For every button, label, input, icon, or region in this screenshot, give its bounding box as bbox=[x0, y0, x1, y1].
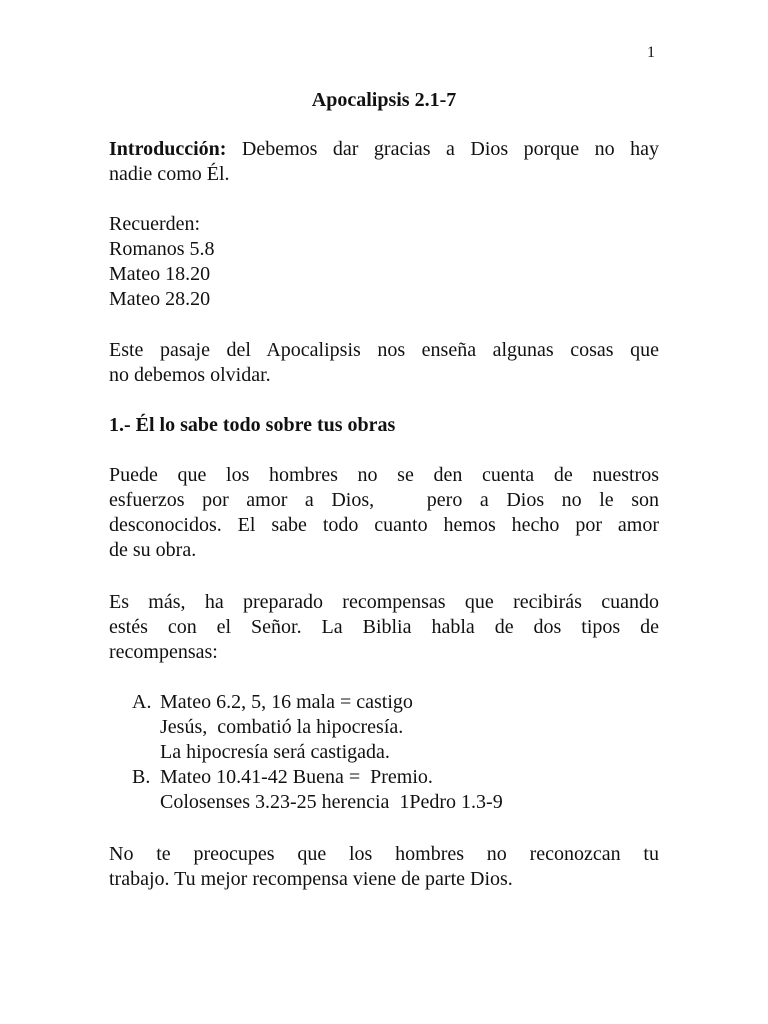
passage-paragraph bbox=[109, 338, 659, 388]
list-item-a-sub-1: Jesús, combatió la hipocresía. bbox=[160, 716, 404, 738]
closing-paragraph bbox=[109, 842, 659, 892]
remember-ref: Romanos 5.8 bbox=[109, 238, 215, 260]
intro-line-1 bbox=[109, 137, 659, 162]
document-title: Apocalipsis 2.1-7 bbox=[311, 89, 457, 111]
paragraph-2-line-2: estés con el Señor. La Biblia habla de dos tipos de bbox=[109, 616, 659, 638]
list-marker-b: B. bbox=[132, 766, 151, 788]
paragraph-1-line-3: desconocidos. El sabe todo cuanto hemos hecho por amor bbox=[109, 514, 659, 536]
page-number: 1 bbox=[647, 44, 655, 61]
remember-heading: Recuerden: bbox=[109, 213, 201, 235]
closing-line-2: trabajo. Tu mejor recompensa viene de parte Dios. bbox=[109, 868, 513, 890]
list-item-a-text: Mateo 6.2, 5, 16 mala = castigo bbox=[160, 691, 413, 713]
remember-list bbox=[109, 212, 659, 312]
paragraph-2-line-3: recompensas: bbox=[109, 641, 218, 663]
rewards-list bbox=[132, 690, 592, 815]
list-item-a-sub-2: La hipocresía será castigada. bbox=[160, 741, 390, 763]
passage-line-1: Este pasaje del Apocalipsis nos enseña algunas cosas que bbox=[109, 339, 659, 361]
intro-paragraph bbox=[109, 137, 659, 187]
paragraph-1-line-4: de su obra. bbox=[109, 539, 197, 561]
paragraph-1 bbox=[109, 463, 659, 563]
list-item-b bbox=[132, 765, 592, 790]
paragraph-1-line-2: esfuerzos por amor a Dios, pero a Dios no le son bbox=[109, 489, 659, 511]
section-1-heading: 1.- Él lo sabe todo sobre tus obras bbox=[109, 414, 396, 436]
paragraph-2 bbox=[109, 590, 659, 665]
closing-line-1: No te preocupes que los hombres no reconozcan tu bbox=[109, 843, 659, 865]
intro-label: Introducción: bbox=[109, 138, 227, 160]
intro-line-1-text: Debemos dar gracias a Dios porque no hay bbox=[241, 138, 660, 160]
remember-ref: Mateo 28.20 bbox=[109, 288, 211, 310]
paragraph-1-line-1: Puede que los hombres no se den cuenta de nuestros bbox=[109, 464, 659, 486]
list-item-a bbox=[132, 690, 592, 715]
list-item-b-sub-1: Colosenses 3.23-25 herencia 1Pedro 1.3-9 bbox=[160, 791, 503, 813]
list-marker-a: A. bbox=[132, 691, 152, 713]
intro-line-2: nadie como Él. bbox=[109, 163, 230, 185]
paragraph-2-line-1: Es más, ha preparado recompensas que recibirás cuando bbox=[109, 591, 659, 613]
passage-line-2: no debemos olvidar. bbox=[109, 364, 271, 386]
list-item-b-text: Mateo 10.41-42 Buena = Premio. bbox=[160, 766, 433, 788]
remember-ref: Mateo 18.20 bbox=[109, 263, 211, 285]
